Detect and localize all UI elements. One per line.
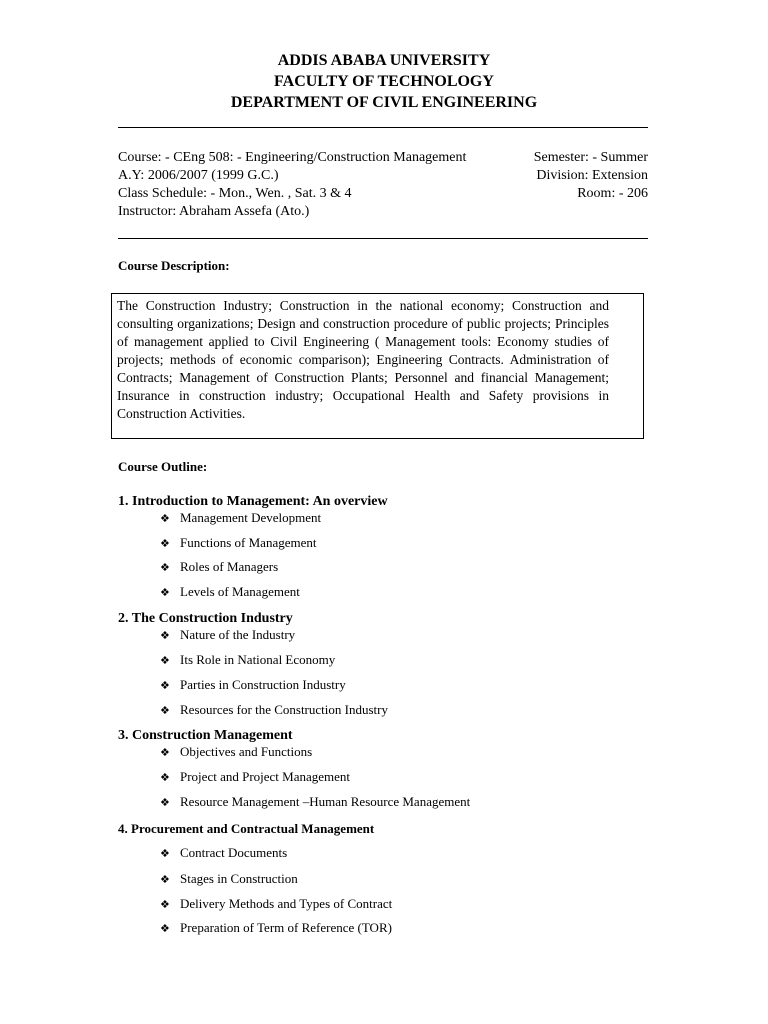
bullet-icon: ❖ [160, 512, 170, 525]
course-description-text: The Construction Industry; Construction in the national economy; Construction and consulting organizations; Design and construction procedure of public projects; Principles of management applied to Civil Engineering ( Management tools: Economy studies of projects; methods of economic comparison); Engineering Contracts. Administration of Contracts; Management of Construction Plants; Personnel and financial Management; Insurance in construction industry; Occupational Health and Safety provisions in Construction Activities. [117, 298, 609, 421]
outline-item: ❖ Contract Documents [160, 845, 288, 860]
outline-heading-2: 2. The Construction Industry [118, 611, 293, 626]
outline-item: ❖ Preparation of Term of Reference (TOR) [160, 920, 392, 935]
top-divider [118, 127, 648, 128]
bullet-icon: ❖ [160, 922, 170, 935]
outline-item: ❖ Management Development [160, 510, 322, 525]
outline-item: ❖ Roles of Managers [160, 559, 279, 574]
instructor-text: Instructor: Abraham Assefa (Ato.) [118, 204, 310, 219]
department-title: DEPARTMENT OF CIVIL ENGINEERING [230, 94, 538, 111]
outline-item: ❖ Stages in Construction [160, 871, 298, 886]
bullet-icon: ❖ [160, 679, 170, 692]
bullet-icon: ❖ [160, 704, 170, 717]
bullet-icon: ❖ [160, 561, 170, 574]
course-description-box [111, 293, 644, 439]
outline-item: ❖ Its Role in National Economy [160, 652, 336, 667]
course-text: Course: - CEng 508: - Engineering/Construction Management [118, 150, 467, 165]
university-title: ADDIS ABABA UNIVERSITY [277, 52, 491, 69]
schedule-text: Class Schedule: - Mon., Wen. , Sat. 3 & 4 [118, 186, 352, 201]
faculty-title: FACULTY OF TECHNOLOGY [274, 73, 494, 90]
outline-item: ❖ Resource Management –Human Resource Management [160, 794, 471, 809]
outline-item: ❖ Parties in Construction Industry [160, 677, 346, 692]
meta-row-course [118, 149, 648, 167]
bullet-icon: ❖ [160, 771, 170, 784]
course-description-label: Course Description: [118, 258, 230, 273]
bullet-icon: ❖ [160, 847, 170, 860]
outline-item: ❖ Delivery Methods and Types of Contract [160, 896, 393, 911]
bullet-icon: ❖ [160, 898, 170, 911]
outline-heading-4: 4. Procurement and Contractual Management [118, 821, 375, 836]
semester-text: Semester: - Summer [533, 150, 648, 165]
bottom-divider [118, 238, 648, 239]
room-text: Room: - 206 [577, 186, 648, 201]
meta-row-instructor [118, 203, 648, 221]
bullet-icon: ❖ [160, 796, 170, 809]
bullet-icon: ❖ [160, 746, 170, 759]
meta-row-schedule [118, 185, 648, 203]
outline-item: ❖ Resources for the Construction Industry [160, 702, 388, 717]
bullet-icon: ❖ [160, 537, 170, 550]
academic-year-text: A.Y: 2006/2007 (1999 G.C.) [118, 168, 279, 183]
outline-item: ❖ Objectives and Functions [160, 744, 313, 759]
division-text: Division: Extension [536, 168, 648, 183]
outline-item: ❖ Levels of Management [160, 584, 300, 599]
bullet-icon: ❖ [160, 629, 170, 642]
outline-heading-1: 1. Introduction to Management: An overview [118, 494, 388, 509]
outline-item: ❖ Project and Project Management [160, 769, 351, 784]
outline-heading-3: 3. Construction Management [118, 728, 293, 743]
bullet-icon: ❖ [160, 654, 170, 667]
outline-item: ❖ Functions of Management [160, 535, 317, 550]
outline-item: ❖ Nature of the Industry [160, 627, 296, 642]
bullet-icon: ❖ [160, 873, 170, 886]
course-outline-label: Course Outline: [118, 459, 208, 474]
bullet-icon: ❖ [160, 586, 170, 599]
meta-row-ay [118, 167, 648, 185]
